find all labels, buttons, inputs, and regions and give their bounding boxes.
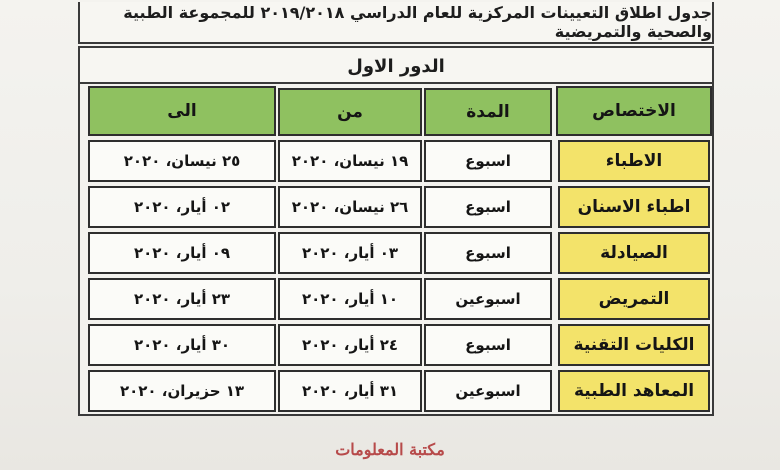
row-5-specialty: الكليات التقنية [558, 324, 710, 366]
row-1-from: ١٩ نيسان، ٢٠٢٠ [278, 140, 422, 182]
document-title: جدول اطلاق التعيينات المركزية للعام الدراسي ٢٠١٩/٢٠١٨ للمجموعة الطبية والصحية والتمريضية [78, 2, 714, 44]
row-3-from: ٠٣ أيار، ٢٠٢٠ [278, 232, 422, 274]
header-to: الى [88, 86, 276, 136]
row-3-to: ٠٩ أيار، ٢٠٢٠ [88, 232, 276, 274]
watermark-logo-text: مكتبة المعلومات [335, 440, 445, 459]
row-5-from: ٢٤ أيار، ٢٠٢٠ [278, 324, 422, 366]
row-6-duration: اسبوعين [424, 370, 552, 412]
header-duration: المدة [424, 88, 552, 136]
row-1-to: ٢٥ نيسان، ٢٠٢٠ [88, 140, 276, 182]
row-3-duration: اسبوع [424, 232, 552, 274]
row-2-duration: اسبوع [424, 186, 552, 228]
header-from: من [278, 88, 422, 136]
row-2-specialty: اطباء الاسنان [558, 186, 710, 228]
row-1-duration: اسبوع [424, 140, 552, 182]
row-6-to: ١٣ حزيران، ٢٠٢٠ [88, 370, 276, 412]
row-4-from: ١٠ أيار، ٢٠٢٠ [278, 278, 422, 320]
row-5-duration: اسبوع [424, 324, 552, 366]
row-2-to: ٠٢ أيار، ٢٠٢٠ [88, 186, 276, 228]
row-4-duration: اسبوعين [424, 278, 552, 320]
row-4-to: ٢٣ أيار، ٢٠٢٠ [88, 278, 276, 320]
row-1-specialty: الاطباء [558, 140, 710, 182]
row-6-specialty: المعاهد الطبية [558, 370, 710, 412]
row-3-specialty: الصيادلة [558, 232, 710, 274]
round-label: الدور الاول [78, 46, 714, 86]
row-2-from: ٢٦ نيسان، ٢٠٢٠ [278, 186, 422, 228]
row-5-to: ٣٠ أيار، ٢٠٢٠ [88, 324, 276, 366]
row-4-specialty: التمريض [558, 278, 710, 320]
schedule-table [78, 82, 714, 416]
row-6-from: ٣١ أيار، ٢٠٢٠ [278, 370, 422, 412]
header-specialty: الاختصاص [556, 86, 712, 136]
